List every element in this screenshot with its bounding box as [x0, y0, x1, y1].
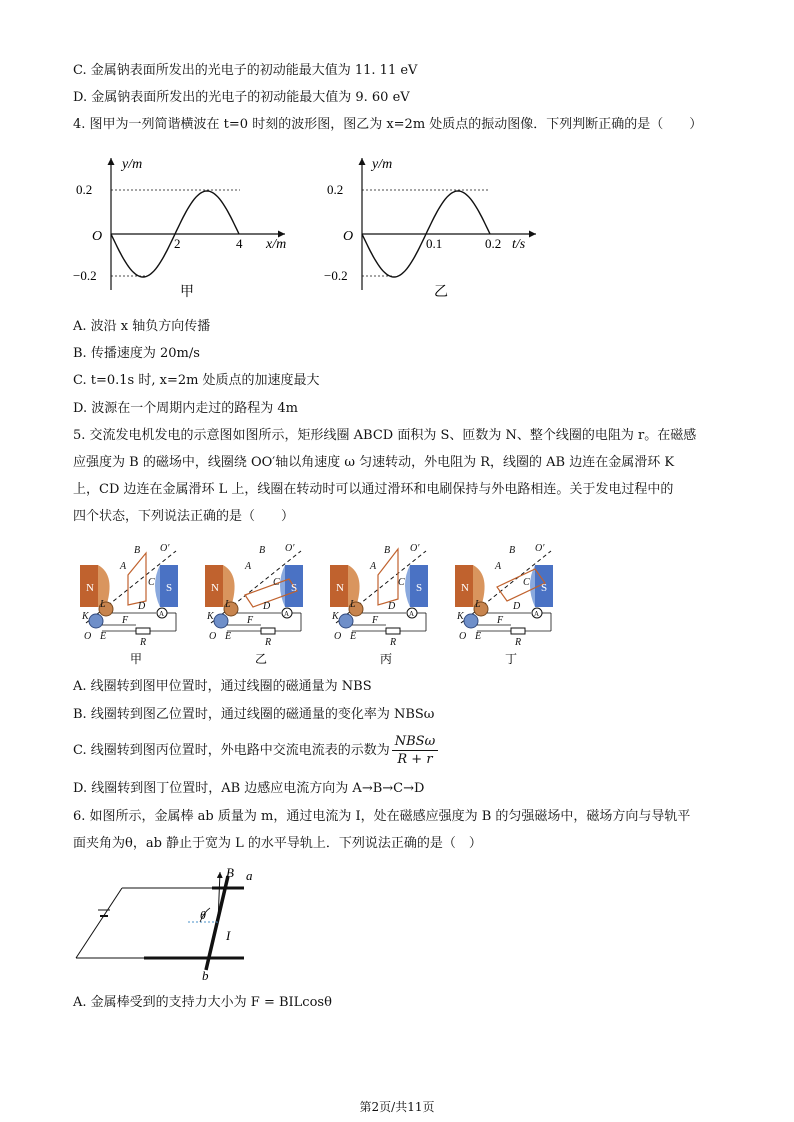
q5-option-b: B. 线圈转到图乙位置时，通过线圈的磁通量的变化率为 NBSω	[73, 707, 435, 722]
label-b: B	[259, 545, 266, 556]
label-b: B	[134, 545, 141, 556]
resistor-r	[386, 628, 400, 634]
generator-panel-1	[76, 535, 198, 670]
vibration-graph-figure	[322, 150, 552, 300]
label-d: D	[513, 601, 521, 612]
coil-abcd	[128, 553, 146, 605]
q5-option-d: D. 线圈转到图丁位置时，AB 边感应电流方向为 A→B→C→D	[73, 781, 425, 796]
q4-option-d: D. 波源在一个周期内走过的路程为 4m	[73, 401, 298, 416]
label-n: N	[86, 582, 94, 594]
label-e: E	[475, 631, 482, 642]
label-r: R	[265, 637, 272, 648]
label-ammeter: A	[284, 610, 290, 618]
label-a: A	[245, 561, 252, 572]
fraction-denominator: R + r	[392, 750, 438, 768]
metal-rod-ab	[206, 876, 228, 970]
label-f: F	[247, 615, 254, 626]
rail-figure	[70, 862, 270, 982]
label-k: K	[82, 611, 89, 622]
caption-yi: 乙	[434, 285, 448, 300]
generator-figures	[76, 535, 576, 670]
label-ammeter: A	[409, 610, 415, 618]
current-fraction	[392, 733, 438, 768]
y-axis-label: y/m	[372, 157, 393, 172]
label-n: N	[461, 582, 469, 594]
t-tick-02: 0.2	[485, 236, 502, 251]
q5-option-a: A. 线圈转到图甲位置时，通过线圈的磁通量为 NBS	[73, 679, 372, 694]
label-f: F	[122, 615, 129, 626]
label-o: O	[209, 631, 217, 642]
y-tick-bottom: −0.2	[324, 268, 348, 283]
label-b: b	[202, 968, 209, 982]
wave-graph-figure	[70, 150, 300, 300]
label-d: D	[263, 601, 271, 612]
label-c: C	[273, 577, 280, 588]
panel-caption: 甲	[129, 652, 143, 666]
label-b-field: B	[226, 865, 234, 880]
label-o-prime: O′	[535, 543, 545, 554]
label-e: E	[100, 631, 107, 642]
label-d: D	[138, 601, 146, 612]
label-r: R	[390, 637, 397, 648]
label-e: E	[225, 631, 232, 642]
q5-line-4: 四个状态，下列说法正确的是（ ）	[73, 509, 295, 524]
x-axis-label: x/m	[266, 237, 287, 252]
label-o-prime: O′	[160, 543, 170, 554]
t-axis-label: t/s	[512, 237, 526, 252]
caption-jia: 甲	[180, 285, 194, 300]
panel-caption: 丁	[504, 652, 518, 666]
q4-option-b: B. 传播速度为 20m/s	[73, 346, 200, 361]
generator-panel-4	[451, 535, 573, 670]
label-l: L	[100, 599, 106, 610]
label-k: K	[332, 611, 339, 622]
label-c: C	[523, 577, 530, 588]
label-o: O	[459, 631, 467, 642]
label-b: B	[509, 545, 516, 556]
label-e: E	[350, 631, 357, 642]
page-footer: 第2页/共11页	[359, 1100, 435, 1114]
q4-option-c: C. t=0.1s 时, x=2m 处质点的加速度最大	[73, 373, 320, 388]
label-d: D	[388, 601, 396, 612]
q5-option-c-text: C. 线圈转到图丙位置时，外电路中交流电流表的示数为	[73, 743, 390, 758]
coil-abcd	[378, 549, 398, 605]
label-l: L	[350, 599, 356, 610]
option-d-q3: D. 金属钠表面所发出的光电子的初动能最大值为 9. 60 eV	[73, 90, 410, 105]
label-o-prime: O′	[285, 543, 295, 554]
label-s: S	[416, 582, 423, 594]
x-tick-4: 4	[236, 236, 243, 251]
question-4: 4. 图甲为一列简谐横波在 t=0 时刻的波形图，图乙为 x=2m 处质点的振动图像．下列判断正确的是（ ）	[73, 117, 703, 132]
q6-line-2: 面夹角为θ，ab 静止于宽为 L 的水平导轨上．下列说法正确的是（ ）	[73, 836, 482, 851]
resistor-r	[261, 628, 275, 634]
generator-panel-3	[326, 535, 448, 670]
y-axis-label: y/m	[122, 157, 143, 172]
label-a: a	[246, 868, 253, 883]
generator-panel-2	[201, 535, 323, 670]
label-o: O	[334, 631, 342, 642]
panel-caption: 丙	[379, 652, 393, 666]
label-c: C	[398, 577, 405, 588]
label-s: S	[541, 582, 548, 594]
slip-ring-k	[214, 614, 228, 628]
label-current: I	[226, 928, 231, 943]
label-l: L	[225, 599, 231, 610]
option-c-q3: C. 金属钠表面所发出的光电子的初动能最大值为 11. 11 eV	[73, 63, 418, 78]
label-ammeter: A	[534, 610, 540, 618]
slip-ring-k	[339, 614, 353, 628]
y-tick-top: 0.2	[327, 182, 344, 197]
q5-line-2: 应强度为 B 的磁场中，线圈绕 OO′轴以角速度 ω 匀速转动，外电阻为 R，线圈的 AB 边连在金属滑环 K	[73, 455, 675, 470]
fraction-numerator: NBSω	[394, 734, 436, 749]
origin-label: O	[343, 229, 354, 244]
y-tick-top: 0.2	[76, 182, 93, 197]
label-r: R	[515, 637, 522, 648]
label-n: N	[336, 582, 344, 594]
label-o: O	[84, 631, 92, 642]
label-s: S	[291, 582, 298, 594]
label-l: L	[475, 599, 481, 610]
q5-line-1: 5. 交流发电机发电的示意图如图所示，矩形线圈 ABCD 面积为 S、匝数为 N、整个线圈的电阻为 r。在磁感	[73, 428, 697, 443]
label-f: F	[497, 615, 504, 626]
t-tick-01: 0.1	[426, 236, 443, 251]
label-b: B	[384, 545, 391, 556]
label-n: N	[211, 582, 219, 594]
resistor-r	[136, 628, 150, 634]
y-tick-bottom: −0.2	[73, 268, 97, 283]
label-r: R	[140, 637, 147, 648]
label-a: A	[120, 561, 127, 572]
origin-label: O	[92, 229, 103, 244]
q6-option-a: A. 金属棒受到的支持力大小为 F = BILcosθ	[73, 995, 332, 1010]
x-tick-2: 2	[174, 236, 181, 251]
label-f: F	[372, 615, 379, 626]
q4-option-a: A. 波沿 x 轴负方向传播	[73, 319, 211, 334]
q5-line-3: 上，CD 边连在金属滑环 L 上，线圈在转动时可以通过滑环和电刷保持与外电路相连。关于发电过程中的	[73, 482, 674, 497]
panel-caption: 乙	[254, 652, 268, 666]
label-k: K	[457, 611, 464, 622]
label-o-prime: O′	[410, 543, 420, 554]
label-a: A	[370, 561, 377, 572]
label-k: K	[207, 611, 214, 622]
label-s: S	[166, 582, 173, 594]
label-ammeter: A	[159, 610, 165, 618]
label-theta: θ	[200, 908, 206, 922]
label-c: C	[148, 577, 155, 588]
q5-option-c	[73, 733, 438, 769]
label-a: A	[495, 561, 502, 572]
resistor-r	[511, 628, 525, 634]
slip-ring-k	[464, 614, 478, 628]
q6-line-1: 6. 如图所示，金属棒 ab 质量为 m，通过电流为 I，处在磁感应强度为 B 的匀强磁场中，磁场方向与导轨平	[73, 809, 691, 824]
slip-ring-k	[89, 614, 103, 628]
